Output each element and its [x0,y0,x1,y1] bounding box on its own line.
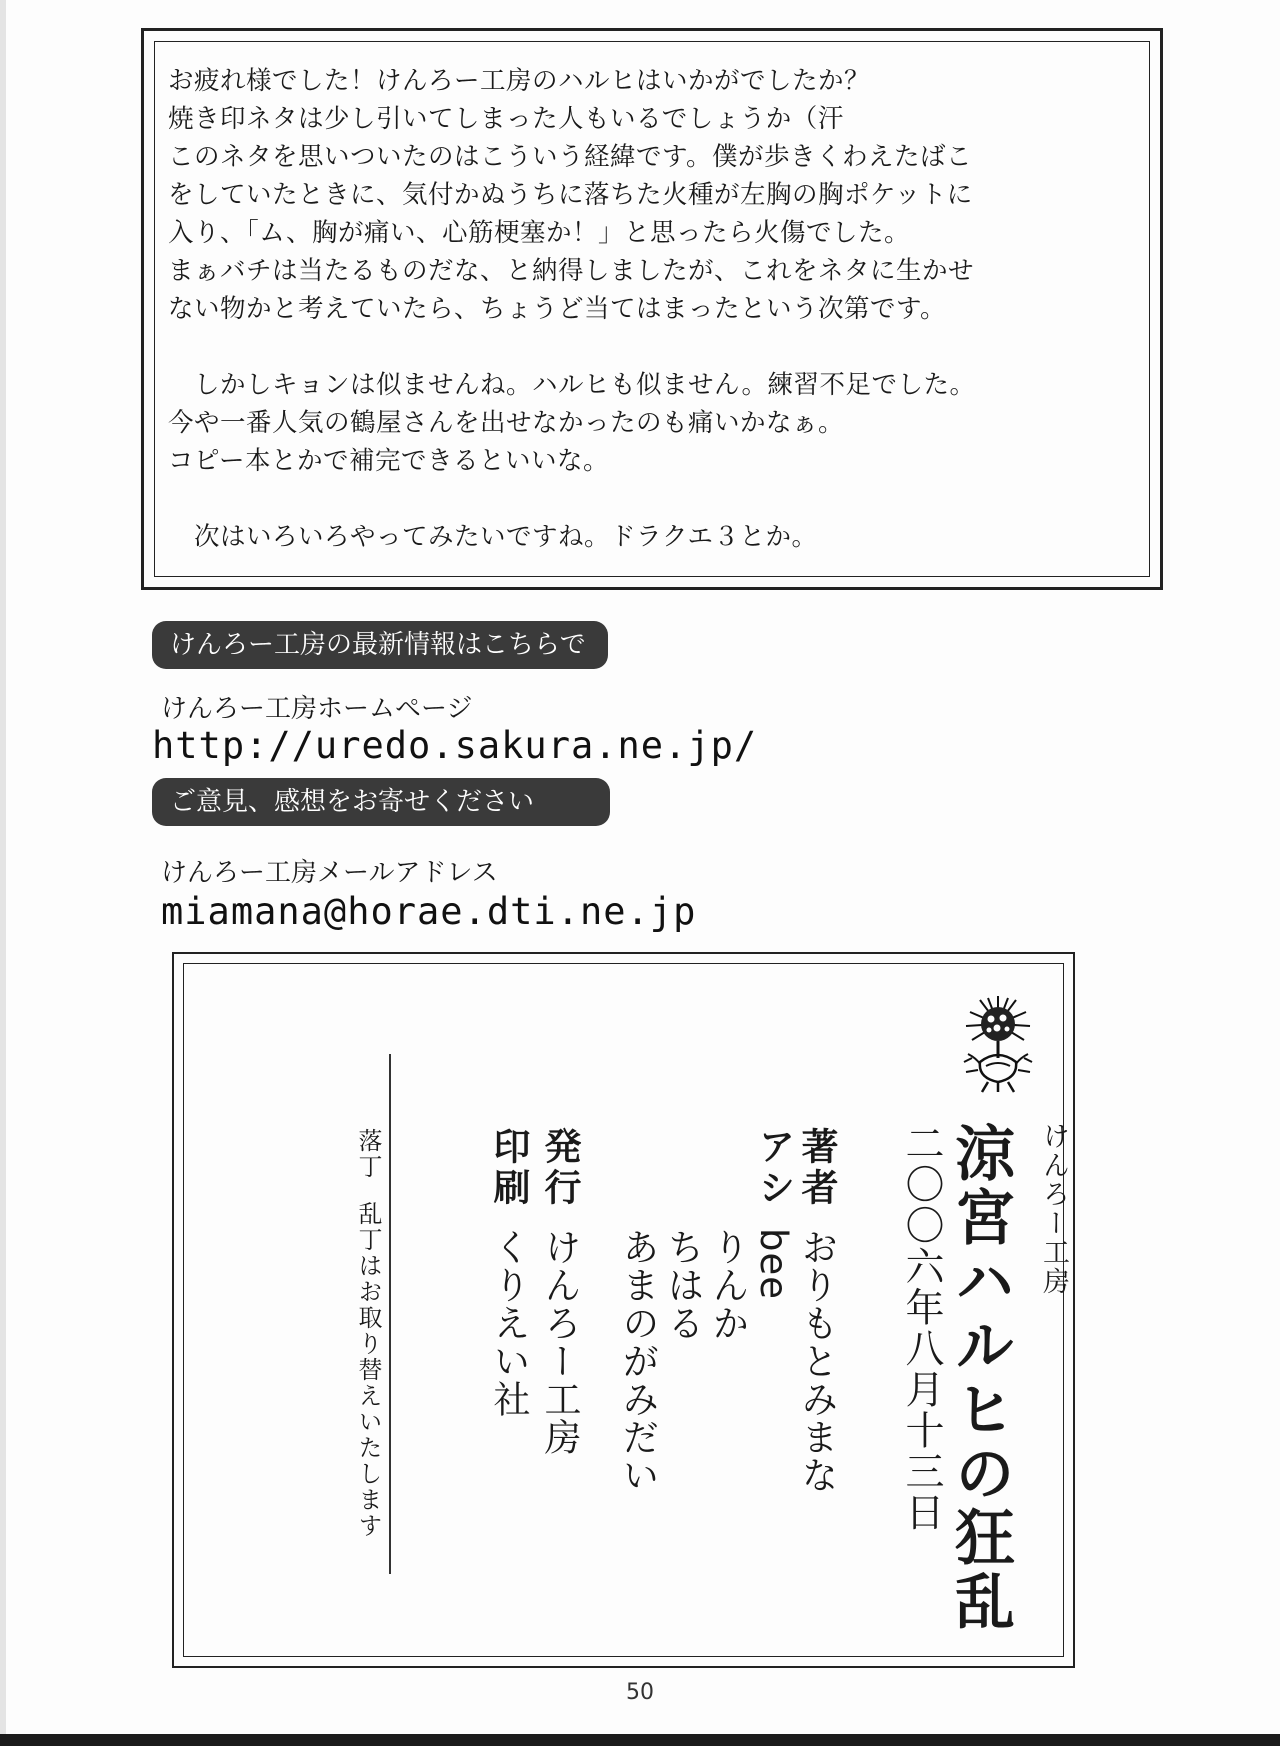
afterword-line: 次はいろいろやってみたいですね。ドラクエ３とか。 [168,522,818,552]
author-label: 著者 [795,1127,838,1209]
afterword-line: 今や一番人気の鶴屋さんを出せなかったのも痛いかなぁ。 [168,408,845,438]
assistant-name: りんか [706,1228,749,1342]
notice-text: 乱丁はお取り替えいたします [354,1201,382,1539]
afterword-line: まぁバチは当たるものだな、と納得しましたが、これをネタに生かせ [168,256,975,286]
author-name: おりもとみまな [795,1228,838,1494]
afterword-line: お疲れ様でした！けんろー工房のハルヒはいかがでしたか？ [168,66,871,96]
afterword-line: しかしキョンは似ませんね。ハルヒも似ません。練習不足でした。 [168,370,976,400]
afterword-paragraph [168,62,1148,328]
printer-name: くりえい社 [487,1228,530,1418]
homepage-url[interactable]: http://uredo.sakura.ne.jp/ [152,724,758,767]
notice-label: 落丁 [354,1128,382,1180]
afterword-paragraph [168,366,1148,480]
afterword-line: 入り、「ム、胸が痛い、心筋梗塞か！」と思ったら火傷でした。 [168,218,911,248]
publisher-name: けんろー工房 [538,1228,581,1456]
assistant-label: アシ [752,1127,795,1209]
publisher-label: 発行 [538,1127,581,1209]
email-label: けんろー工房メールアドレス [161,858,498,888]
page-number: 50 [626,1680,654,1705]
afterword-paragraph [168,518,1148,556]
homepage-label: けんろー工房ホームページ [161,694,473,724]
assistant-name: bee [752,1228,795,1301]
email-address[interactable]: miamana@horae.dti.ne.jp [161,890,697,933]
news-badge: けんろー工房の最新情報はこちらで [152,621,608,669]
scan-bottom-edge [0,1734,1280,1746]
page-edge [0,0,6,1746]
colophon-divider [389,1054,391,1574]
assistant-name: ちはる [661,1228,704,1342]
afterword-line: このネタを思いついたのはこういう経緯です。僕が歩きくわえたばこ [168,142,972,172]
printer-label: 印刷 [487,1127,530,1209]
colophon-circle-name: けんろー工房 [1038,1122,1069,1296]
afterword-text [168,62,1148,556]
afterword-line: をしていたときに、気付かぬうちに落ちた火種が左胸の胸ポケットに [168,180,973,210]
feedback-badge: ご意見、感想をお寄せください [152,778,610,826]
afterword-line: ない物かと考えていたら、ちょうど当てはまったという次第です。 [168,294,946,324]
afterword-line: 焼き印ネタは少し引いてしまった人もいるでしょうか（汗 [168,104,844,134]
colophon-title: 涼宮ハルヒの狂乱 [945,1122,1015,1634]
circle-logo-icon [946,992,1050,1096]
assistant-name: あまのがみだい [616,1228,659,1494]
afterword-line: コピー本とかで補完できるといいな。 [168,446,609,476]
colophon-date: 二〇〇六年八月十三日 [899,1123,944,1533]
